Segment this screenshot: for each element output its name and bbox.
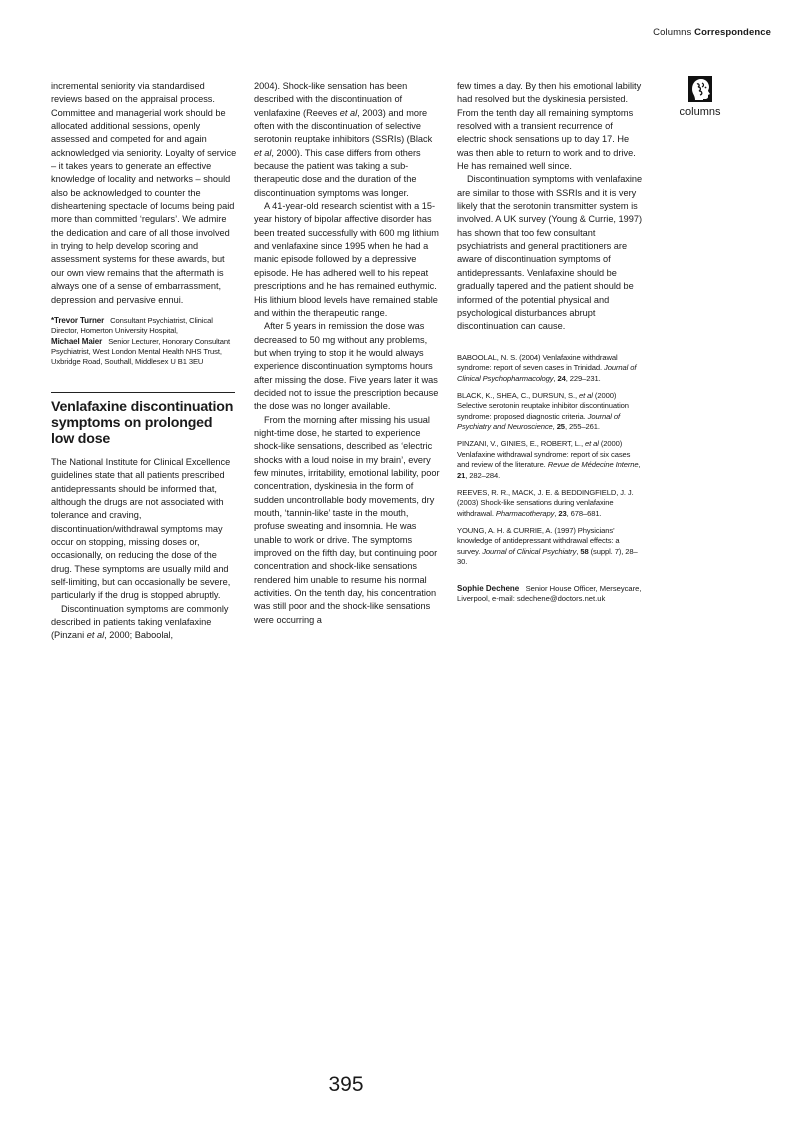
paragraph: Discontinuation symptoms with venlafaxine are similar to those with SSRIs and it is very likely that the serotonin transmitter system is involved. A UK survey (Young & Currie, 1997) has shown that too few consultant psychiatrists and general practitioners are aware of discontinuation symptoms of antidepressants. Venlafaxine should be gradually tapered and the patient should be informed of the potential physical and psychological disturbances abrupt discontinuation can cause.	[457, 174, 643, 332]
text-run-italic: et al	[584, 439, 599, 449]
columns-badge	[672, 75, 728, 118]
text-run: ,	[638, 460, 641, 470]
paragraph: After 5 years in remission the dose was decreased to 50 mg without any problems, but when trying to stop it he would always experience discontinuation symptoms hours after missing the dose. Five years later it was decided not to issue the prescription because the dose was no longer available.	[254, 321, 439, 412]
text-run: BABOOLAL, N. S. (2004) Venlafaxine withdrawal syndrome: report of seven cases in Trinidad.	[457, 352, 618, 373]
page-number: 395	[328, 1073, 364, 1096]
author-affiliation: Senior House Officer, Merseycare, Liverpool, e-mail: sdechene@doctors.net.uk	[457, 583, 642, 604]
text-run: ,	[554, 508, 559, 518]
volume: 21	[457, 470, 466, 480]
signature-block	[457, 584, 643, 605]
running-head-title: Correspondence	[694, 27, 771, 38]
text-run: , 2000). This case differs from others because the patient was taking a sub-therapeutic dose and the duration of the discontinuation symptoms was longer.	[254, 147, 421, 198]
author-affiliation: Senior Lecturer, Honorary Consultant Psychiatrist, West London Mental Health NHS Trust, Uxbridge Road, Southall, Middlesex U B1 3EU	[51, 336, 230, 367]
article-heading: Venlafaxine discontinuation symptoms on prolonged low dose	[51, 398, 234, 447]
running-head-section: Columns	[653, 27, 692, 38]
paragraph: few times a day. By then his emotional lability had resolved but the dyskinesia persisted. From the tenth day all remaining symptoms resolved with a transient recurrence of electric shock sensations up to day 17. He was then able to return to work and to drive. He has remained well since.	[457, 81, 642, 172]
reference-list	[457, 353, 643, 568]
author-name: *Trevor Turner	[51, 315, 105, 325]
text-run: , 2000; Baboolal,	[104, 630, 174, 641]
reference-item	[457, 439, 643, 481]
paragraph	[254, 80, 440, 200]
text-run-italic: et al	[339, 107, 358, 118]
text-run-italic: et al	[579, 390, 593, 400]
text-run-italic: et al	[86, 630, 105, 641]
journal-title: Journal of Clinical Psychiatry	[482, 546, 577, 556]
column-3	[457, 80, 643, 605]
paragraph: The National Institute for Clinical Excellence guidelines state that all patients prescribed antidepressants should be informed that, although the drugs are not associated with tolerance and craving, discontinuation/withdrawal symptoms may occur on stopping, missing doses or, occasionally, on reducing the dose of the drug. These symptoms are usually mild and self-limiting, but can occasionally be severe, particularly if the drug is stopped abruptly.	[51, 456, 231, 601]
author-block	[51, 316, 237, 368]
reference-item	[457, 391, 643, 433]
author-name: Michael Maier	[51, 336, 103, 346]
text-run: Discontinuation symptoms are commonly described in patients taking venlafaxine (Pinzani	[51, 603, 229, 641]
text-run: 2004). Shock-like sensation has been described with the discontinuation of venlafaxine (Reeves	[254, 81, 408, 118]
text-run: , 2003) and more often with the discontinuation of selective serotonin reuptake inhibitors (SSRIs) (Black	[254, 107, 433, 145]
text-run: , 255–261.	[564, 422, 600, 432]
author-affiliation: Consultant Psychiatrist, Clinical Director, Homerton University Hospital,	[51, 315, 213, 336]
column-1	[51, 80, 237, 643]
text-run: (2000) Selective serotonin reuptake inhibitor discontinuation syndrome: proposed diagnostic criteria.	[457, 390, 629, 421]
paragraph: A 41-year-old research scientist with a 15-year history of bipolar affective disorder has been treated successfully with 600 mg lithium and venlafaxine since 1995 when he had a manic episode followed by a depressive episode. He has adhered well to his repeat prescriptions and he has remained euthymic. His lithium blood levels have remained stable and within the therapeutic range.	[254, 201, 439, 318]
head-profile-icon	[687, 75, 713, 103]
author-name: Sophie Dechene	[457, 583, 520, 593]
column-2	[254, 80, 440, 627]
paragraph: From the morning after missing his usual night-time dose, he started to experience shock-like sensations, described as ‘electric shocks with a loud noise in my brain’, every few minutes, irritability, emotional lability, poor concentration, dyskinesia in the form of sudden uncontrollable body movements, dry mouth, ‘tannin-like’ taste in the mouth, profuse sweating and insomnia. He was unable to work or drive. The symptoms improved on the fifth day, but continuing poor concentration and shock-like sensations rendered him unable to resume his normal activities. On the tenth day, his concentration was still poor and the shock-like sensations were occurring a	[254, 414, 440, 625]
section-divider	[51, 392, 235, 393]
paragraph	[51, 603, 237, 643]
volume: 58	[580, 546, 589, 556]
reference-item	[457, 526, 643, 568]
text-run: ,	[553, 373, 558, 383]
journal-title: Pharmacotherapy	[495, 508, 555, 518]
text-run: REEVES, R. R., MACK, J. E. & BEDDINGFIELD, J. J. (2003) Shock-like sensations during venlafaxine withdrawal.	[457, 487, 634, 518]
volume: 24	[557, 373, 566, 383]
journal-title: Revue de Médecine Interne	[547, 460, 639, 470]
text-run: PINZANI, V., GINIES, E., ROBERT, L.,	[457, 439, 585, 449]
journal-title: Journal of Clinical Psychopharmacology	[457, 363, 637, 383]
text-run: , 229–231.	[565, 373, 601, 383]
text-run: BLACK, K., SHEA, C., DURSUN, S.,	[457, 390, 580, 400]
volume: 23	[558, 508, 567, 518]
running-head	[653, 27, 771, 38]
columns-label: columns	[679, 106, 721, 118]
journal-title: Journal of Psychiatry and Neuroscience	[457, 411, 621, 432]
text-run-italic: et al	[254, 147, 272, 158]
text-run: YOUNG, A. H. & CURRIE, A. (1997) Physicians’ knowledge of antidepressant withdrawal effects: a survey.	[457, 525, 620, 556]
reference-item	[457, 488, 643, 520]
text-run: , 282–284.	[465, 470, 501, 480]
volume: 25	[556, 422, 565, 432]
text-run: ,	[552, 422, 557, 432]
paragraph: incremental seniority via standardised reviews based on the appraisal process. Committee and managerial work should be allocated additional sessions, openly assessed and competed for and again acknowledged via seniority. Loyalty of service – it takes years to generate an effective knowledge of locality and networks – should also be acknowledged to counter the disheartening spectacle of locums being paid more than committed ‘regulars’. We admire the dedication and care of all those involved in trying to help develop scoring and assessment systems for these awards, but our own view remains that the aftermath is always one of a sense of embarrassment, depression and pervasive ennui.	[51, 81, 237, 305]
text-run: ,	[576, 546, 581, 556]
text-run: (suppl. 7), 28–30.	[457, 546, 638, 567]
text-run: , 678–681.	[566, 508, 602, 518]
reference-item	[457, 353, 643, 385]
text-run: (2000) Venlafaxine withdrawal syndrome: report of six cases and review of the literature.	[457, 439, 631, 470]
